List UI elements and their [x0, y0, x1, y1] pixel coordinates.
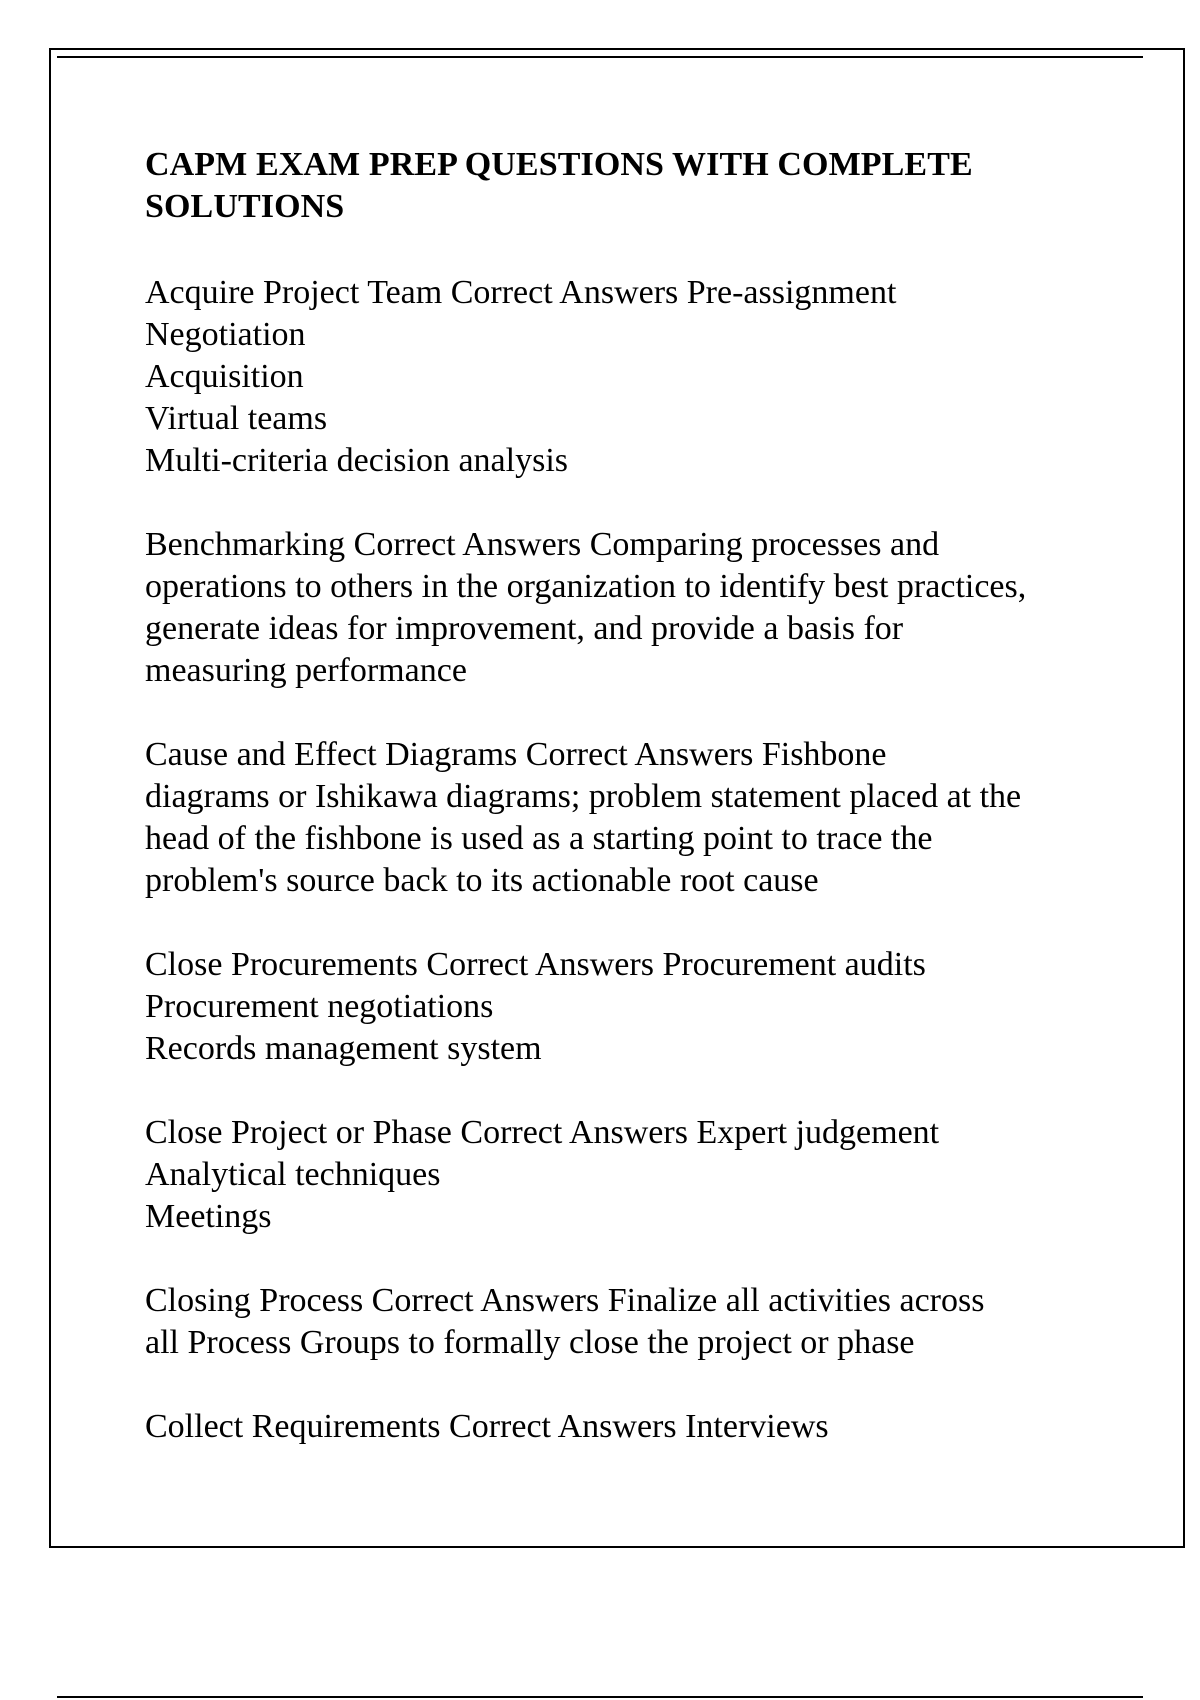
- entry-line: problem's source back to its actionable root cause: [145, 862, 819, 899]
- entry-line: measuring performance: [145, 652, 467, 689]
- entry-line: head of the fishbone is used as a starting point to trace the: [145, 820, 933, 857]
- entry-line: all Process Groups to formally close the project or phase: [145, 1324, 915, 1361]
- qa-entry-acquire-project-team: [145, 272, 1105, 482]
- entry-line: Benchmarking Correct Answers Comparing processes and: [145, 526, 940, 563]
- qa-entry-close-project-or-phase: [145, 1112, 1105, 1238]
- entry-line: Procurement negotiations: [145, 988, 494, 1025]
- document-title-line: SOLUTIONS: [145, 188, 345, 225]
- entry-line: Collect Requirements Correct Answers Interviews: [145, 1408, 829, 1445]
- entry-line: Closing Process Correct Answers Finalize all activities across: [145, 1282, 985, 1319]
- entry-line: Virtual teams: [145, 400, 328, 437]
- entry-line: Close Procurements Correct Answers Procurement audits: [145, 946, 926, 983]
- entry-line: Records management system: [145, 1030, 542, 1067]
- entry-line: Acquire Project Team Correct Answers Pre-assignment: [145, 274, 897, 311]
- entry-line: operations to others in the organization to identify best practices,: [145, 568, 1027, 605]
- qa-entry-close-procurements: [145, 944, 1105, 1070]
- entry-line: Meetings: [145, 1198, 272, 1235]
- qa-entry-collect-requirements: [145, 1406, 1105, 1448]
- qa-entry-benchmarking: [145, 524, 1105, 692]
- qa-entry-closing-process: [145, 1280, 1105, 1364]
- document-title: [145, 144, 1105, 228]
- entry-line: Close Project or Phase Correct Answers Expert judgement: [145, 1114, 940, 1151]
- entry-line: Negotiation: [145, 316, 306, 353]
- entry-line: Acquisition: [145, 358, 304, 395]
- document-title-line: CAPM EXAM PREP QUESTIONS WITH COMPLETE: [145, 146, 973, 183]
- entry-line: generate ideas for improvement, and provide a basis for: [145, 610, 904, 647]
- entry-line: Multi-criteria decision analysis: [145, 442, 568, 479]
- entry-line: diagrams or Ishikawa diagrams; problem statement placed at the: [145, 778, 1022, 815]
- bottom-rule: [57, 1696, 1143, 1698]
- document-content: [145, 144, 1105, 1490]
- entry-line: Analytical techniques: [145, 1156, 441, 1193]
- entry-line: Cause and Effect Diagrams Correct Answers Fishbone: [145, 736, 887, 773]
- qa-entry-cause-and-effect-diagrams: [145, 734, 1105, 902]
